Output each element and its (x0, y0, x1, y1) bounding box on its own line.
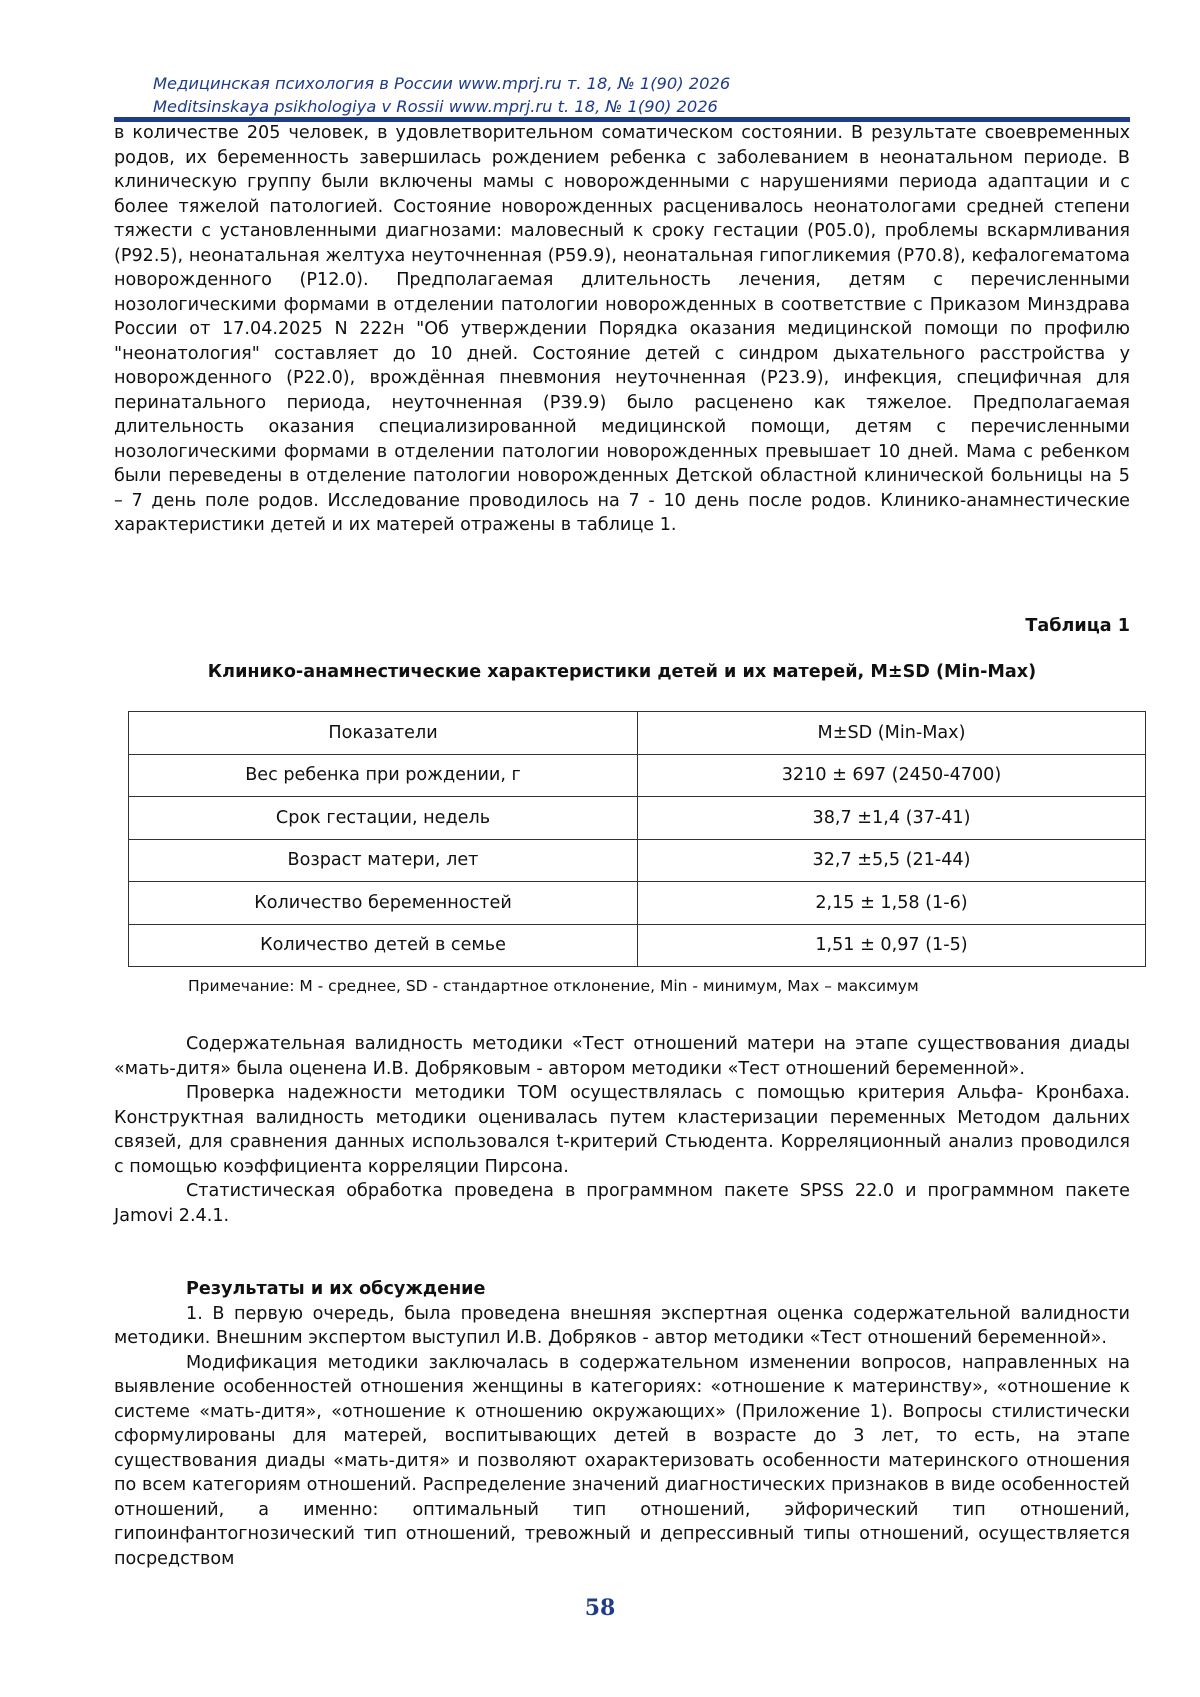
table-cell-value: 1,51 ± 0,97 (1-5) (638, 924, 1146, 967)
table-header-cell: M±SD (Min-Max) (638, 712, 1146, 755)
table-header-row (129, 712, 1146, 755)
results-paragraph-expert: 1. В первую очередь, была проведена внешняя экспертная оценка содержательной валидности методики. Внешним экспертом выступил И.В. Добряков - автор методики «Тест отношений беременной». (114, 1303, 1130, 1348)
table-header-cell: Показатели (129, 712, 638, 755)
table-cell-indicator: Количество беременностей (129, 882, 638, 925)
table-cell-value: 2,15 ± 1,58 (1-6) (638, 882, 1146, 925)
methods-paragraph-reliability: Проверка надежности методики ТОМ осуществлялась с помощью критерия Альфа- Кронбаха. Конструктная валидность методики оценивалась путем кластеризации переменных Методом дальних связей, для сравнения данных использовался t-критерий Стьюдента. Корреляционный анализ проводился с помощью коэффициента корреляции Пирсона. (114, 1083, 1130, 1177)
header-line-translit: Meditsinskaya psikhologiya v Rossii www.mprj.ru t. 18, № 1(90) 2026 (153, 97, 718, 116)
methods-paragraph-statistics: Статистическая обработка проведена в программном пакете SPSS 22.0 и программном пакете Jamovi 2.4.1. (114, 1181, 1130, 1226)
intro-paragraph (114, 121, 1130, 538)
table-row (129, 797, 1146, 840)
running-header (153, 72, 730, 118)
table-caption: Таблица 1 (1025, 616, 1130, 636)
table-note: Примечание: M - среднее, SD - стандартное отклонение, Min - минимум, Max – максимум (188, 977, 919, 995)
header-line-ru: Медицинская психология в России www.mprj.ru т. 18, № 1(90) 2026 (153, 74, 731, 93)
results-section (114, 1277, 1130, 1571)
page-number: 58 (584, 1595, 616, 1621)
table-cell-value: 32,7 ±5,5 (21-44) (638, 839, 1146, 882)
table-row (129, 754, 1146, 797)
table-title: Клинико-анамнестические характеристики детей и их матерей, M±SD (Min-Max) (207, 662, 1037, 682)
table-cell-value: 38,7 ±1,4 (37-41) (638, 797, 1146, 840)
table-cell-indicator: Вес ребенка при рождении, г (129, 754, 638, 797)
methods-paragraph-validity: Содержательная валидность методики «Тест отношений матери на этапе существования диады «мать-дитя» была оценена И.В. Добряковым - автором методики «Тест отношений беременной». (114, 1034, 1130, 1079)
intro-text: в количестве 205 человек, в удовлетворительном соматическом состоянии. В результате своевременных родов, их беременность завершилась рождением ребенка с заболеванием в неонатальном периоде. В клиническую группу были включены мамы с новорожденными с нарушениями периода адаптации и с более тяжелой патологией. Состояние новорожденных расценивалось неонатологами средней степени тяжести с установленными диагнозами: маловесный к сроку гестации (P05.0), проблемы вскармливания (P92.5), неонатальная желтуха неуточненная (P59.9), неонатальная гипогликемия (P70.8), кефалогематома новорожденного (P12.0). Предполагаемая длительность лечения, детям с перечисленными нозологическими формами в отделении патологии новорожденных в соответствие с Приказом Минздрава России от 17.04.2025 N 222н "Об утверждении Порядка оказания медицинской помощи по профилю "неонатология" составляет до 10 дней. Состояние детей с синдром дыхательного расстройства у новорожденного (P22.0), врождённая пневмония неуточненная (P23.9), инфекция, специфичная для перинатального периода, неуточненная (P39.9) было расценено как тяжелое. Предполагаемая длительность оказания специализированной медицинской помощи, детям с перечисленными нозологическими формами в отделении патологии новорожденных превышает 10 дней. Мама с ребенком были переведены в отделение патологии новорожденных Детской областной клинической больницы на 5 – 7 день поле родов. Исследование проводилось на 7 - 10 день после родов. Клинико-анамнестические характеристики детей и их матерей отражены в таблице 1. (114, 123, 1130, 535)
table-row (129, 882, 1146, 925)
results-paragraph-modification: Модификация методики заключалась в содержательном изменении вопросов, направленных на выявление особенностей отношения женщины в категориях: «отношение к материнству», «отношение к системе «мать-дитя», «отношение к отношению окружающих» (Приложение 1). Вопросы стилистически сформулированы для матерей, воспитывающих детей в возрасте до 3 лет, то есть, на этапе существования диады «мать-дитя» и позволяют охарактеризовать особенности материнского отношения по всем категориям отношений. Распределение значений диагностических признаков в виде особенностей отношений, а именно: оптимальный тип отношений, эйфорический тип отношений, гипоинфантогнозический тип отношений, тревожный и депрессивный типы отношений, осуществляется посредством (114, 1352, 1130, 1569)
table-cell-indicator: Количество детей в семье (129, 924, 638, 967)
results-heading: Результаты и их обсуждение (186, 1279, 486, 1299)
table-cell-indicator: Возраст матери, лет (129, 839, 638, 882)
table-row (129, 839, 1146, 882)
table-cell-value: 3210 ± 697 (2450-4700) (638, 754, 1146, 797)
table-cell-indicator: Срок гестации, недель (129, 797, 638, 840)
characteristics-table (128, 711, 1146, 967)
table-row (129, 924, 1146, 967)
methods-section (114, 1032, 1130, 1228)
